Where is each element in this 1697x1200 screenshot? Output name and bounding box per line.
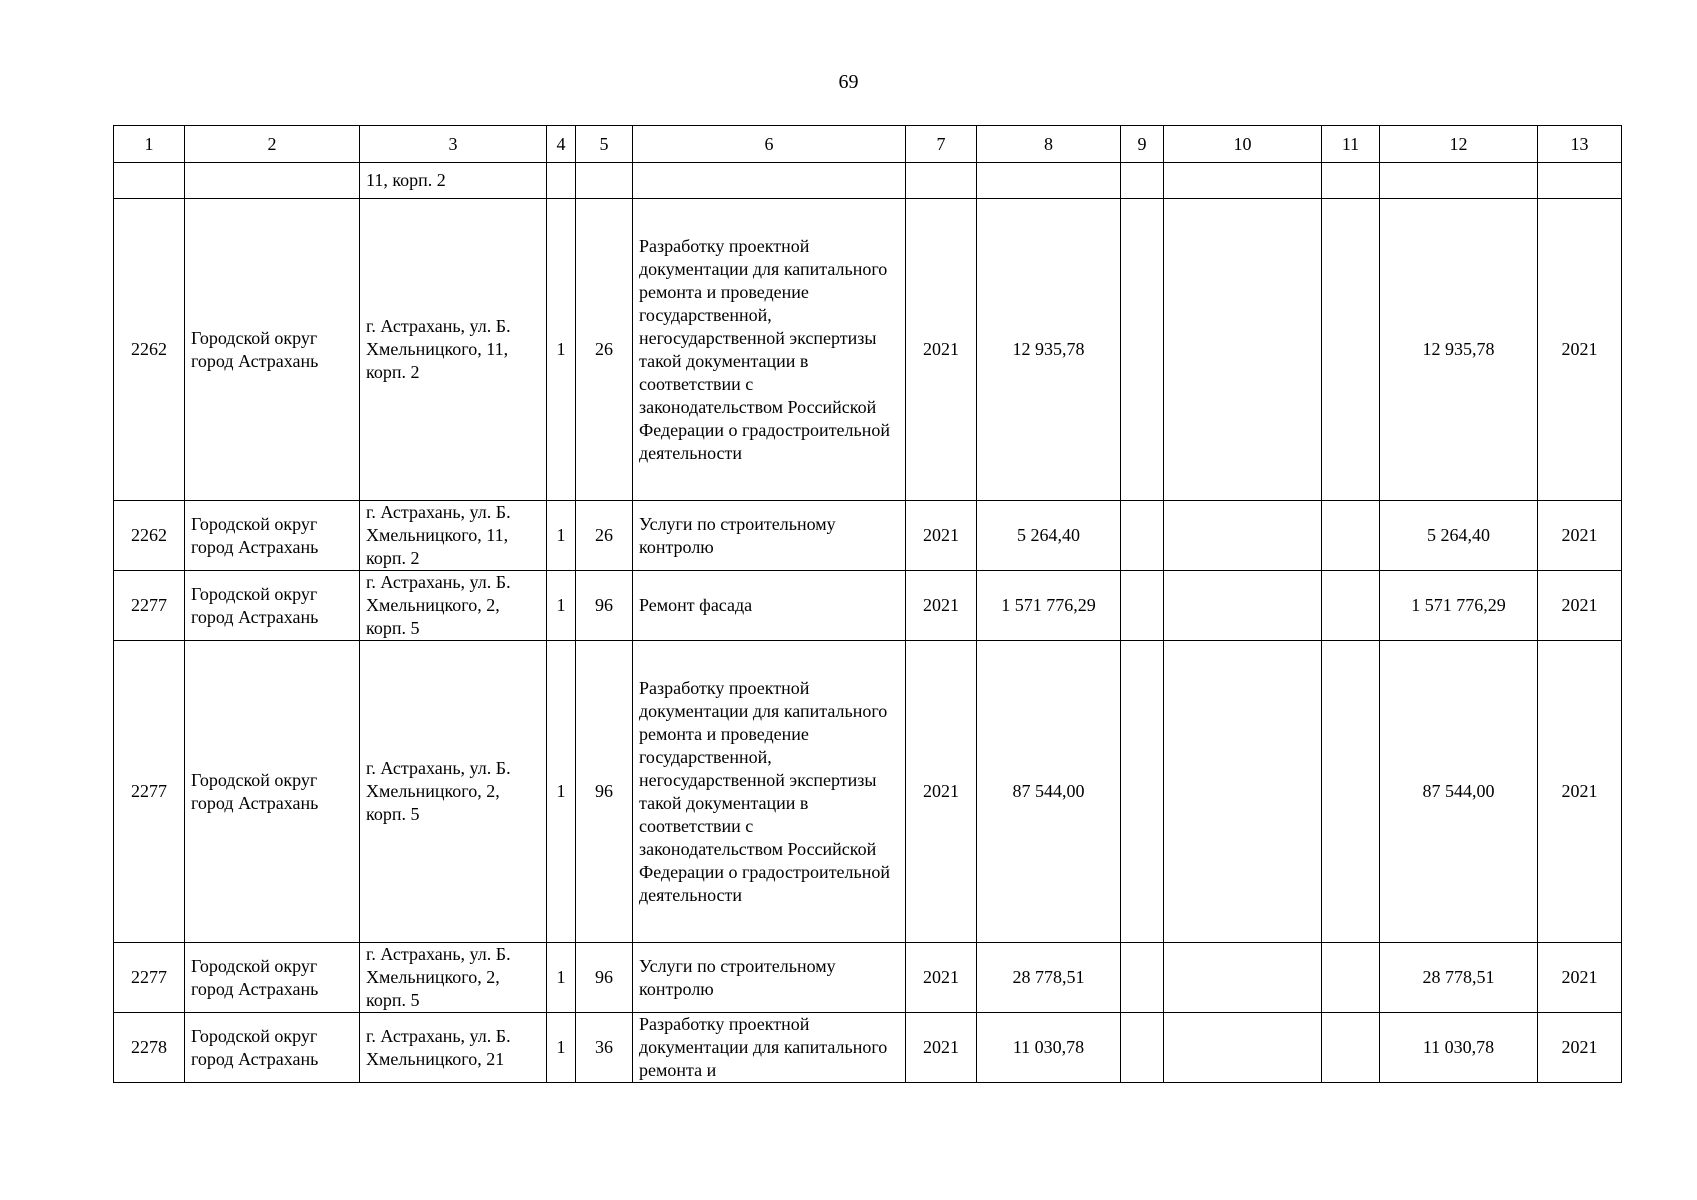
municipality-cell: Городской округ город Астрахань: [185, 199, 360, 501]
column-header: 6: [633, 126, 906, 163]
column-header: 4: [547, 126, 576, 163]
year-cell: 2021: [906, 943, 977, 1013]
municipality-cell: Городской округ город Астрахань: [185, 1013, 360, 1083]
col12-cell: 28 778,51: [1380, 943, 1538, 1013]
table-row: [114, 943, 1622, 1013]
table-row: [114, 571, 1622, 641]
col9-cell: [1121, 501, 1164, 571]
col9-cell: [1121, 943, 1164, 1013]
address-cell: г. Астрахань, ул. Б. Хмельницкого, 2, корп. 5: [360, 641, 547, 943]
work-type-cell: Разработку проектной документации для капитального ремонта и: [633, 1013, 906, 1083]
col13-cell: 2021: [1538, 501, 1622, 571]
col5-cell: 96: [576, 571, 633, 641]
address-cell: г. Астрахань, ул. Б. Хмельницкого, 2, корп. 5: [360, 571, 547, 641]
row-number-cell: 2277: [114, 641, 185, 943]
table-cell: [633, 163, 906, 199]
year-cell: 2021: [906, 1013, 977, 1083]
col12-cell: 11 030,78: [1380, 1013, 1538, 1083]
table-cell: [906, 163, 977, 199]
municipality-cell: Городской округ город Астрахань: [185, 501, 360, 571]
row-number-cell: 2262: [114, 199, 185, 501]
col12-cell: 87 544,00: [1380, 641, 1538, 943]
address-cell: г. Астрахань, ул. Б. Хмельницкого, 11, корп. 2: [360, 199, 547, 501]
table-cell: [1322, 163, 1380, 199]
column-header: 13: [1538, 126, 1622, 163]
col12-cell: 5 264,40: [1380, 501, 1538, 571]
col10-cell: [1164, 641, 1322, 943]
municipality-cell: Городской округ город Астрахань: [185, 943, 360, 1013]
work-type-cell: Разработку проектной документации для капитального ремонта и проведение государственной, негосударственной экспертизы такой документации в соответствии с законодательством Российской Федерации о градостроительной деятельности: [633, 199, 906, 501]
column-header: 2: [185, 126, 360, 163]
total-cell: 12 935,78: [977, 199, 1121, 501]
col5-cell: 96: [576, 943, 633, 1013]
continuation-row: [114, 163, 1622, 199]
col11-cell: [1322, 1013, 1380, 1083]
municipality-cell: Городской округ город Астрахань: [185, 641, 360, 943]
row-number-cell: 2277: [114, 571, 185, 641]
column-header: 9: [1121, 126, 1164, 163]
table-cell: [576, 163, 633, 199]
table-cell: [185, 163, 360, 199]
address-cell: г. Астрахань, ул. Б. Хмельницкого, 21: [360, 1013, 547, 1083]
work-type-cell: Услуги по строительному контролю: [633, 943, 906, 1013]
row-number-cell: 2277: [114, 943, 185, 1013]
column-header: 12: [1380, 126, 1538, 163]
table-row: [114, 641, 1622, 943]
column-header: 5: [576, 126, 633, 163]
col11-cell: [1322, 501, 1380, 571]
column-number-row: [114, 126, 1622, 163]
column-header: 3: [360, 126, 547, 163]
col13-cell: 2021: [1538, 943, 1622, 1013]
col9-cell: [1121, 641, 1164, 943]
column-header: 10: [1164, 126, 1322, 163]
row-number-cell: 2278: [114, 1013, 185, 1083]
table-row: [114, 199, 1622, 501]
col4-cell: 1: [547, 943, 576, 1013]
col9-cell: [1121, 1013, 1164, 1083]
total-cell: 1 571 776,29: [977, 571, 1121, 641]
total-cell: 28 778,51: [977, 943, 1121, 1013]
table-cell: [1538, 163, 1622, 199]
col11-cell: [1322, 943, 1380, 1013]
col13-cell: 2021: [1538, 641, 1622, 943]
column-header: 7: [906, 126, 977, 163]
col10-cell: [1164, 501, 1322, 571]
table-cell: [114, 163, 185, 199]
address-cell: г. Астрахань, ул. Б. Хмельницкого, 11, корп. 2: [360, 501, 547, 571]
col10-cell: [1164, 943, 1322, 1013]
total-cell: 11 030,78: [977, 1013, 1121, 1083]
column-header: 11: [1322, 126, 1380, 163]
col13-cell: 2021: [1538, 571, 1622, 641]
table-cell: [977, 163, 1121, 199]
col13-cell: 2021: [1538, 199, 1622, 501]
col9-cell: [1121, 571, 1164, 641]
registry-table: [113, 125, 1622, 1083]
municipality-cell: Городской округ город Астрахань: [185, 571, 360, 641]
col5-cell: 36: [576, 1013, 633, 1083]
work-type-cell: Разработку проектной документации для капитального ремонта и проведение государственной, негосударственной экспертизы такой документации в соответствии с законодательством Российской Федерации о градостроительной деятельности: [633, 641, 906, 943]
table-cell: [1380, 163, 1538, 199]
col5-cell: 96: [576, 641, 633, 943]
col4-cell: 1: [547, 199, 576, 501]
column-header: 1: [114, 126, 185, 163]
table-cell: [547, 163, 576, 199]
col4-cell: 1: [547, 1013, 576, 1083]
year-cell: 2021: [906, 501, 977, 571]
col5-cell: 26: [576, 501, 633, 571]
col12-cell: 1 571 776,29: [1380, 571, 1538, 641]
total-cell: 5 264,40: [977, 501, 1121, 571]
column-header: 8: [977, 126, 1121, 163]
address-cell: г. Астрахань, ул. Б. Хмельницкого, 2, корп. 5: [360, 943, 547, 1013]
col4-cell: 1: [547, 501, 576, 571]
address-cell: 11, корп. 2: [360, 163, 547, 199]
col5-cell: 26: [576, 199, 633, 501]
table-cell: [1121, 163, 1164, 199]
work-type-cell: Ремонт фасада: [633, 571, 906, 641]
col13-cell: 2021: [1538, 1013, 1622, 1083]
total-cell: 87 544,00: [977, 641, 1121, 943]
work-type-cell: Услуги по строительному контролю: [633, 501, 906, 571]
year-cell: 2021: [906, 199, 977, 501]
col10-cell: [1164, 1013, 1322, 1083]
year-cell: 2021: [906, 571, 977, 641]
row-number-cell: 2262: [114, 501, 185, 571]
page-number: 69: [838, 71, 859, 93]
col4-cell: 1: [547, 571, 576, 641]
col10-cell: [1164, 571, 1322, 641]
table-cell: [1164, 163, 1322, 199]
col11-cell: [1322, 199, 1380, 501]
col11-cell: [1322, 571, 1380, 641]
table-row: [114, 501, 1622, 571]
col11-cell: [1322, 641, 1380, 943]
table-row: [114, 1013, 1622, 1083]
col9-cell: [1121, 199, 1164, 501]
year-cell: 2021: [906, 641, 977, 943]
col10-cell: [1164, 199, 1322, 501]
col4-cell: 1: [547, 641, 576, 943]
col12-cell: 12 935,78: [1380, 199, 1538, 501]
